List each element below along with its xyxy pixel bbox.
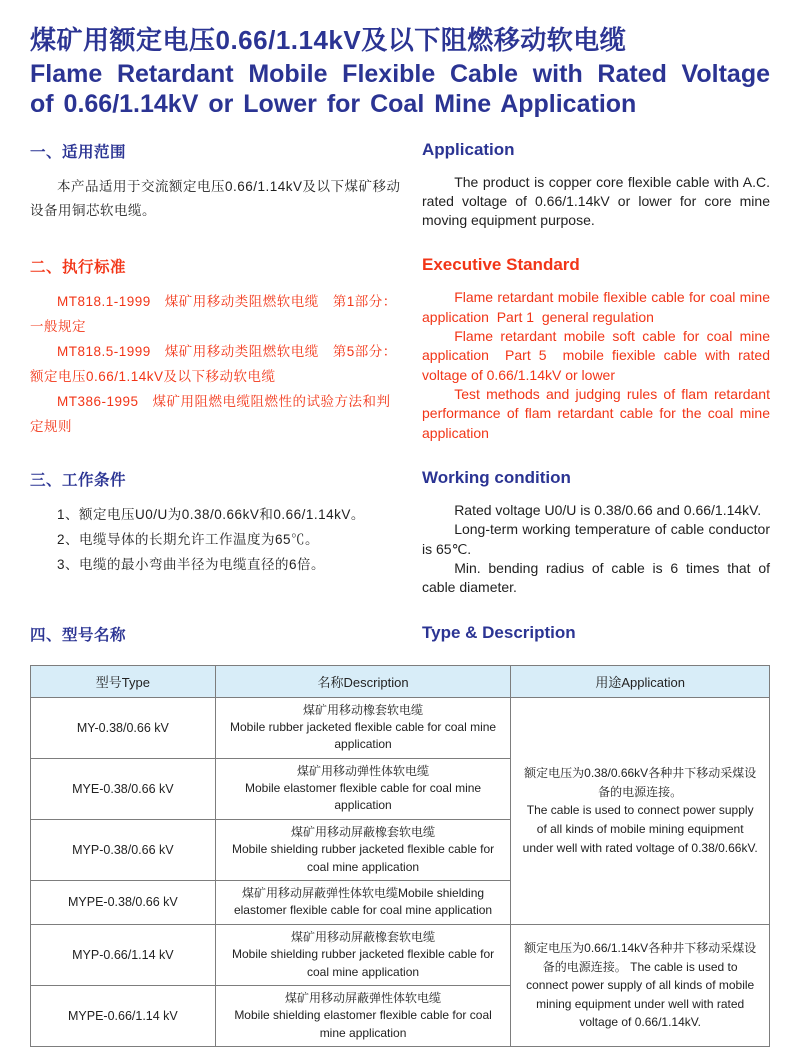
section-application-en — [422, 140, 770, 231]
cell-application-merged-2 — [511, 924, 770, 1046]
section-body-en-application — [422, 173, 770, 231]
section-working-condition — [30, 468, 770, 598]
section-heading-en-application: Application — [422, 139, 515, 159]
section-heading-en-executive-standard: Executive Standard — [422, 255, 580, 275]
cell-description — [215, 697, 511, 758]
section-application — [30, 140, 770, 231]
application-en: The cable is used to connect power supply of all kinds of mobile mining equipment under well with rated voltage of 0.38/0.66kV. — [522, 803, 758, 855]
cell-type: MYPE-0.66/1.14 kV — [31, 985, 216, 1046]
paragraph: MT818.1-1999 煤矿用移动类阻燃软电缆 第1部分：一般规定 — [30, 294, 397, 335]
page-title-chinese: 煤矿用额定电压0.66/1.14kV及以下阻燃移动软电缆 — [30, 25, 627, 55]
page-title-english: Flame Retardant Mobile Flexible Cable with Rated Voltage of 0.66/1.14kV or Lower for Coal Mine Application — [30, 59, 770, 118]
section-working-condition-en — [422, 468, 770, 598]
section-heading-zh-working-condition: 三、工作条件 — [30, 471, 127, 489]
application-en: The cable is used to connect power supply of all kinds of mobile mining equipment under well with rated voltage of 0.66/1.14kV. — [526, 959, 755, 1030]
cell-type: MYP-0.38/0.66 kV — [31, 819, 216, 880]
column-header-application: 用途Application — [511, 665, 770, 697]
section-body-en-working-condition — [422, 501, 770, 598]
section-body-zh-working-condition — [30, 503, 402, 578]
paragraph: Test methods and judging rules of flam retardant performance of flam retardant cable for the coal mine application — [422, 386, 774, 441]
section-application-zh — [30, 140, 402, 231]
application-zh: 额定电压为0.38/0.66kV各种井下移动采煤设备的电源连接。 — [524, 766, 757, 799]
paragraph: 2、电缆导体的长期允许工作温度为65℃。 — [57, 531, 320, 547]
section-body-en-executive-standard — [422, 288, 774, 443]
description-en: Mobile shielding elastomer flexible cable for coal mine application — [234, 1008, 492, 1040]
table-row — [31, 697, 770, 758]
description-en: Mobile rubber jacketed flexible cable for coal mine application — [229, 719, 497, 752]
paragraph: Flame retardant mobile soft cable for coal mine application Part 5 mobile fiexible cable with rated voltage of 0.66/1.14kV or lower — [422, 328, 774, 383]
description-zh: 煤矿用移动屏蔽橡套软电缆 — [291, 929, 436, 944]
cell-description — [215, 985, 511, 1046]
paragraph: MT818.5-1999 煤矿用移动类阻燃软电缆 第5部分：额定电压0.66/1.14kV及以下移动软电缆 — [30, 344, 397, 385]
section-type-description — [30, 623, 770, 658]
table-header-row — [31, 665, 770, 697]
paragraph: Rated voltage U0/U is 0.38/0.66 and 0.66/1.14kV. — [454, 501, 762, 518]
section-executive-standard-zh — [30, 255, 402, 443]
description-en: Mobile shielding rubber jacketed flexible cable for coal mine application — [231, 842, 495, 874]
description-en: Mobile shielding rubber jacketed flexible cable for coal mine application — [231, 947, 495, 979]
paragraph: 1、额定电压U0/U为0.38/0.66kV和0.66/1.14kV。 — [57, 506, 365, 522]
description-zh: 煤矿用移动屏蔽橡套软电缆 — [291, 824, 436, 839]
section-heading-zh-executive-standard: 二、执行标准 — [30, 259, 127, 277]
application-zh: 额定电压为0.66/1.14kV各种井下移动采煤设备的电源连接。 — [524, 940, 757, 974]
description-en: Mobile shielding elastomer flexible cable for coal mine application — [233, 886, 493, 918]
section-executive-standard — [30, 255, 774, 443]
paragraph: Long-term working temperature of cable conductor is 65℃. — [422, 521, 770, 557]
paragraph: Flame retardant mobile flexible cable for coal mine application Part 1 general regulation — [422, 289, 774, 325]
cell-description — [215, 819, 511, 880]
description-zh: 煤矿用移动弹性体软电缆 — [297, 763, 430, 778]
description-zh: 煤矿用移动屏蔽弹性体软电缆 — [285, 990, 442, 1005]
cell-description — [215, 881, 511, 925]
paragraph: MT386-1995 煤矿用阻燃电缆阻燃性的试验方法和判定规则 — [30, 394, 391, 435]
section-heading-zh-application: 一、适用范围 — [30, 143, 127, 161]
description-zh: 煤矿用移动橡套软电缆 — [303, 702, 424, 717]
paragraph: 3、电缆的最小弯曲半径为电缆直径的6倍。 — [57, 556, 326, 572]
cell-description — [215, 758, 511, 819]
cell-type: MY-0.38/0.66 kV — [31, 697, 216, 758]
paragraph: Min. bending radius of cable is 6 times that of cable diameter. — [422, 559, 770, 596]
cell-application-merged-1 — [511, 697, 770, 924]
description-zh: 煤矿用移动屏蔽弹性体软电缆 — [242, 886, 399, 901]
column-header-type: 型号Type — [31, 665, 216, 697]
cell-type: MYE-0.38/0.66 kV — [31, 758, 216, 819]
section-body-zh-application — [30, 175, 402, 225]
section-body-zh-executive-standard — [30, 290, 402, 440]
table-row — [31, 924, 770, 985]
section-heading-en-type-description: Type & Description — [422, 622, 576, 642]
description-en: Mobile elastomer flexible cable for coal mine application — [244, 781, 482, 813]
section-heading-zh-type-description: 四、型号名称 — [30, 626, 127, 644]
cell-type: MYPE-0.38/0.66 kV — [31, 881, 216, 925]
cell-description — [215, 924, 511, 985]
column-header-description: 名称Description — [215, 665, 511, 697]
section-executive-standard-en — [422, 255, 774, 443]
paragraph: The product is copper core flexible cable with A.C. rated voltage of 0.66/1.14kV or lower for core mine moving equipment purpose. — [422, 173, 770, 229]
type-description-table — [30, 665, 770, 1048]
cell-type: MYP-0.66/1.14 kV — [31, 924, 216, 985]
section-heading-en-working-condition: Working condition — [422, 467, 571, 487]
section-working-condition-zh — [30, 468, 402, 598]
paragraph: 本产品适用于交流额定电压0.66/1.14kV及以下煤矿移动设备用铜芯软电缆。 — [30, 178, 401, 219]
